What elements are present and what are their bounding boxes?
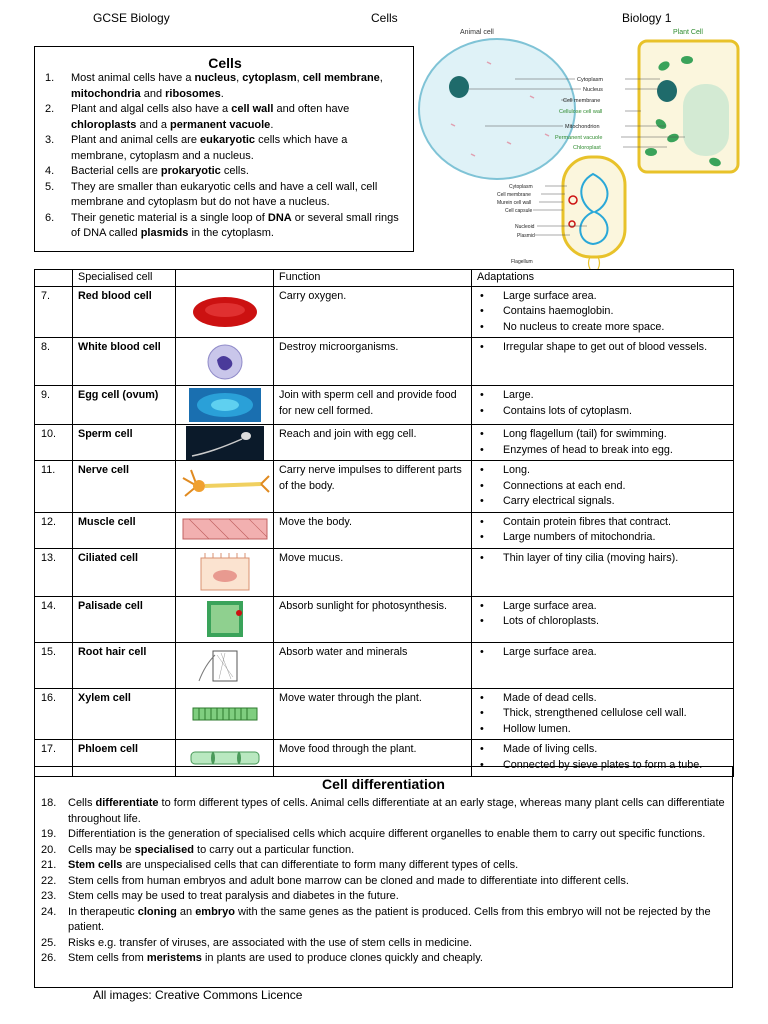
item-text xyxy=(68,936,726,952)
key-term: mitochondria xyxy=(71,87,141,100)
item-number: 26. xyxy=(41,952,57,964)
key-term: embryo xyxy=(195,905,235,918)
adaptation-text: Contains haemoglobin. xyxy=(503,305,614,317)
table-row xyxy=(35,548,734,596)
svg-text:Cytoplasm: Cytoplasm xyxy=(577,77,603,83)
item-text xyxy=(71,133,405,164)
cell-type-name: Red blood cell xyxy=(73,286,176,338)
plant-cell-title: Plant Cell xyxy=(673,29,703,36)
xylem-cell-icon xyxy=(176,688,274,740)
cells-summary-box xyxy=(34,46,414,252)
bullet-icon: • xyxy=(480,743,484,755)
adaptation-text: Large numbers of mitochondria. xyxy=(503,531,656,543)
bullet-icon: • xyxy=(480,464,484,476)
text-run: and xyxy=(140,87,166,100)
adaptation-text: Hollow lumen. xyxy=(503,722,571,735)
root-hair-cell-icon xyxy=(176,642,274,688)
sperm-cell-icon xyxy=(176,425,274,461)
text-run: Differentiation is the generation of specialised cells which acquire different organelles to enable them to carry out specific functions. xyxy=(68,828,706,840)
cell-type-name: Xylem cell xyxy=(73,688,176,740)
table-row xyxy=(35,386,734,425)
item-text xyxy=(71,164,405,180)
cell-type-name: Nerve cell xyxy=(73,461,176,513)
cell-adaptations xyxy=(472,461,734,513)
text-run: and often have xyxy=(273,103,350,115)
table-row xyxy=(35,425,734,461)
row-number: 13. xyxy=(35,548,73,596)
cell-type-name: White blood cell xyxy=(73,338,176,386)
cells-box-title: Cells xyxy=(208,55,242,71)
list-item xyxy=(45,164,405,180)
adaptation-text: Long flagellum (tail) for swimming. xyxy=(503,428,667,440)
key-term: differentiate xyxy=(95,797,159,809)
list-item xyxy=(41,796,726,827)
table-row xyxy=(35,512,734,548)
key-term: cell membrane xyxy=(302,72,380,84)
header-image xyxy=(176,270,274,287)
bullet-icon: • xyxy=(480,479,484,492)
item-number: 6. xyxy=(45,211,55,224)
cell-function: Move the body. xyxy=(274,512,472,548)
svg-text:Cellulose cell wall: Cellulose cell wall xyxy=(559,109,603,115)
table-row xyxy=(35,286,734,338)
text-run: to form different types of cells. Animal cells differentiate at an early stage, whereas many plant cells can differentiate throughout life. xyxy=(68,797,725,825)
list-item xyxy=(45,180,405,211)
key-term: cell wall xyxy=(231,103,274,115)
text-run: , xyxy=(379,72,383,84)
svg-text:Mitochondrion: Mitochondrion xyxy=(565,124,600,130)
key-term: specialised xyxy=(134,843,194,856)
cell-adaptations xyxy=(472,642,734,688)
bullet-icon: • xyxy=(480,691,484,704)
flagellum-icon xyxy=(589,257,600,269)
header-function: Function xyxy=(274,270,472,287)
cell-adaptations xyxy=(472,425,734,461)
text-run: with the same genes as the patient is produced. Cells from this embryo will not be rejected by the patient. xyxy=(68,905,711,933)
key-term: meristems xyxy=(146,952,202,964)
red-blood-cell-icon xyxy=(176,286,274,338)
cell-adaptations xyxy=(472,386,734,425)
bullet-icon: • xyxy=(480,443,484,456)
svg-text:Flagellum: Flagellum xyxy=(511,259,533,265)
bullet-icon: • xyxy=(480,645,484,658)
item-number: 1. xyxy=(45,72,55,84)
cell-function: Destroy microorganisms. xyxy=(274,338,472,386)
animal-cell-title: Animal cell xyxy=(460,29,494,36)
list-item xyxy=(41,889,726,905)
cells-point-list xyxy=(45,71,405,242)
adaptation-item xyxy=(477,530,728,546)
list-item xyxy=(41,936,726,952)
adaptation-text: Connections at each end. xyxy=(503,479,626,492)
text-run: Plant and algal cells also have a xyxy=(71,103,232,115)
text-run: In therapeutic xyxy=(68,905,138,918)
adaptation-item xyxy=(477,304,728,320)
adaptation-item xyxy=(477,706,728,722)
header-specialised-cell: Specialised cell xyxy=(73,270,176,287)
adaptation-item xyxy=(477,599,728,615)
item-number: 19. xyxy=(41,828,57,840)
bullet-icon: • xyxy=(480,615,484,627)
header-topic: Cells xyxy=(371,11,398,25)
adaptation-text: Connected by sieve plates to form a tube. xyxy=(503,758,703,771)
item-number: 3. xyxy=(45,134,55,146)
adaptation-item xyxy=(477,340,728,356)
list-item xyxy=(41,874,726,890)
list-item xyxy=(45,102,405,133)
cell-function: Move water through the plant. xyxy=(274,688,472,740)
cell-function: Reach and join with egg cell. xyxy=(274,425,472,461)
key-term: nucleus xyxy=(194,72,237,84)
table-row xyxy=(35,642,734,688)
adaptation-text: Thin layer of tiny cilia (moving hairs). xyxy=(503,551,679,564)
item-text xyxy=(68,905,726,936)
adaptation-item xyxy=(477,494,728,510)
bacterial-cell-icon xyxy=(563,157,625,257)
svg-text:Chloroplast: Chloroplast xyxy=(573,145,601,151)
bullet-icon: • xyxy=(480,305,484,317)
bullet-icon: • xyxy=(480,758,484,771)
egg-cell-icon xyxy=(176,386,274,425)
item-number: 24. xyxy=(41,905,57,918)
bullet-icon: • xyxy=(480,289,484,302)
adaptation-text: Irregular shape to get out of blood vessels. xyxy=(503,341,708,353)
item-text xyxy=(68,858,726,874)
bullet-icon: • xyxy=(480,341,484,353)
key-term: cytoplasm xyxy=(242,72,297,84)
header-unit: Biology 1 xyxy=(622,11,672,25)
adaptation-text: No nucleus to create more space. xyxy=(503,320,665,333)
image-licence-note: All images: Creative Commons Licence xyxy=(93,988,303,1002)
list-item xyxy=(41,827,726,843)
text-run: . xyxy=(270,118,274,131)
adaptation-text: Carry electrical signals. xyxy=(503,495,615,507)
svg-text:Plasmid: Plasmid xyxy=(517,233,535,239)
cell-function: Carry nerve impulses to different parts of the body. xyxy=(274,461,472,513)
list-item xyxy=(41,843,726,859)
bullet-icon: • xyxy=(480,599,484,612)
cell-type-name: Phloem cell xyxy=(73,740,176,777)
key-term: DNA xyxy=(267,211,292,224)
text-run: Stem cells may be used to treat paralysis and diabetes in the future. xyxy=(68,890,399,902)
text-run: Risks e.g. transfer of viruses, are associated with the use of stem cells in medicine. xyxy=(68,936,473,949)
item-number: 21. xyxy=(41,859,57,871)
bullet-icon: • xyxy=(480,531,484,543)
adaptation-text: Made of dead cells. xyxy=(503,691,597,704)
animal-nucleus-icon xyxy=(449,76,469,98)
vacuole-icon xyxy=(683,84,729,156)
svg-text:Cell capsule: Cell capsule xyxy=(505,208,533,214)
adaptation-item xyxy=(477,289,728,305)
item-number: 20. xyxy=(41,843,57,856)
text-run: Plant and animal cells are xyxy=(71,134,201,146)
adaptation-item xyxy=(477,551,728,567)
text-run: are unspecialised cells that can differentiate to form many different types of cells. xyxy=(122,859,519,871)
svg-text:Nucleus: Nucleus xyxy=(583,87,603,93)
bullet-icon: • xyxy=(480,495,484,507)
text-run: in plants are used to produce clones quickly and cheaply. xyxy=(201,952,483,964)
item-number: 5. xyxy=(45,180,55,193)
adaptation-text: Large. xyxy=(503,389,534,401)
cell-function: Move food through the plant. xyxy=(274,740,472,777)
text-run: Stem cells from xyxy=(68,952,147,964)
text-run: Most animal cells have a xyxy=(71,72,195,84)
adaptation-item xyxy=(477,443,728,459)
header-adaptations: Adaptations xyxy=(472,270,734,287)
bullet-icon: • xyxy=(480,320,484,333)
cell-adaptations xyxy=(472,512,734,548)
cell-type-name: Egg cell (ovum) xyxy=(73,386,176,425)
item-text xyxy=(71,102,405,133)
list-item xyxy=(45,71,405,102)
key-term: eukaryotic xyxy=(200,134,256,146)
key-term: Stem cells xyxy=(68,859,123,871)
key-term: cloning xyxy=(137,905,177,918)
text-run: an xyxy=(176,905,196,918)
adaptation-text: Contains lots of cytoplasm. xyxy=(503,404,633,417)
adaptation-text: Contain protein fibres that contract. xyxy=(503,515,672,528)
svg-text:Cell membrane: Cell membrane xyxy=(563,98,601,104)
key-term: prokaryotic xyxy=(160,165,221,177)
adaptation-item xyxy=(477,388,728,404)
bullet-icon: • xyxy=(480,551,484,564)
adaptation-text: Large surface area. xyxy=(503,599,597,612)
item-text xyxy=(71,211,405,242)
adaptation-item xyxy=(477,614,728,630)
bullet-icon: • xyxy=(480,428,484,440)
adaptation-item xyxy=(477,742,728,758)
adaptation-text: Enzymes of head to break into egg. xyxy=(503,443,673,456)
text-run: Cells may be xyxy=(68,843,135,856)
text-run: cells which have a membrane, cytoplasm and a nucleus. xyxy=(71,134,348,162)
table-row xyxy=(35,338,734,386)
adaptation-text: Thick, strengthened cellulose cell wall. xyxy=(503,707,687,719)
text-run: cells. xyxy=(220,165,249,177)
table-row xyxy=(35,461,734,513)
cell-structure-diagram xyxy=(415,24,745,270)
differentiation-point-list xyxy=(41,796,726,967)
text-run: Their genetic material is a single loop of xyxy=(71,211,268,224)
adaptation-item xyxy=(477,463,728,479)
row-number: 12. xyxy=(35,512,73,548)
white-blood-cell-icon xyxy=(176,338,274,386)
cell-differentiation-box xyxy=(34,766,733,988)
text-run: Bacterial cells are xyxy=(71,165,161,177)
text-run: in the cytoplasm. xyxy=(188,227,274,239)
row-number: 14. xyxy=(35,596,73,642)
key-term: ribosomes xyxy=(165,87,221,100)
specialised-cells-table xyxy=(34,269,734,777)
adaptation-item xyxy=(477,427,728,443)
item-number: 4. xyxy=(45,165,55,177)
item-text xyxy=(68,843,726,859)
item-text xyxy=(68,796,726,827)
item-text xyxy=(68,889,726,905)
cell-adaptations xyxy=(472,338,734,386)
list-item xyxy=(45,133,405,164)
list-item xyxy=(41,905,726,936)
nerve-cell-icon xyxy=(176,461,274,513)
table-row xyxy=(35,596,734,642)
item-number: 22. xyxy=(41,874,57,887)
text-run: , xyxy=(296,72,303,84)
text-run: and a xyxy=(136,118,171,131)
row-number: 15. xyxy=(35,642,73,688)
row-number: 16. xyxy=(35,688,73,740)
list-item xyxy=(41,951,726,967)
row-number: 7. xyxy=(35,286,73,338)
adaptation-text: Large surface area. xyxy=(503,289,597,302)
key-term: permanent vacuole xyxy=(170,118,271,131)
item-text xyxy=(68,827,726,843)
key-term: chloroplasts xyxy=(71,118,137,131)
text-run: Cells xyxy=(68,797,96,809)
list-item xyxy=(41,858,726,874)
cell-adaptations xyxy=(472,548,734,596)
cell-adaptations xyxy=(472,286,734,338)
item-text xyxy=(68,874,726,890)
cell-function: Absorb sunlight for photosynthesis. xyxy=(274,596,472,642)
palisade-cell-icon xyxy=(176,596,274,642)
animal-cell-icon xyxy=(419,39,575,179)
adaptation-text: Lots of chloroplasts. xyxy=(503,615,600,627)
cell-type-name: Sperm cell xyxy=(73,425,176,461)
item-text xyxy=(71,180,405,211)
svg-text:Cytoplasm: Cytoplasm xyxy=(509,184,533,190)
bullet-icon: • xyxy=(480,707,484,719)
text-run: Stem cells from human embryos and adult bone marrow can be cloned and made to differentiate into different cells. xyxy=(68,874,629,887)
text-run: . xyxy=(220,87,224,100)
key-term: plasmids xyxy=(140,227,189,239)
adaptation-item xyxy=(477,691,728,707)
cell-adaptations xyxy=(472,688,734,740)
bullet-icon: • xyxy=(480,722,484,735)
text-run: to carry out a particular function. xyxy=(193,843,355,856)
bullet-icon: • xyxy=(480,389,484,401)
cell-type-name: Muscle cell xyxy=(73,512,176,548)
item-number: 25. xyxy=(41,936,57,949)
adaptation-item xyxy=(477,320,728,336)
adaptation-item xyxy=(477,479,728,495)
differentiation-title: Cell differentiation xyxy=(322,776,445,792)
svg-text:Cell membrane: Cell membrane xyxy=(497,192,531,198)
cell-function: Join with sperm cell and provide food for new cell formed. xyxy=(274,386,472,425)
bullet-icon: • xyxy=(480,404,484,417)
cell-function: Absorb water and minerals xyxy=(274,642,472,688)
bullet-icon: • xyxy=(480,515,484,528)
cell-function: Carry oxygen. xyxy=(274,286,472,338)
adaptation-item xyxy=(477,645,728,661)
item-text xyxy=(68,951,726,967)
plant-nucleus-icon xyxy=(657,80,677,102)
cell-type-name: Palisade cell xyxy=(73,596,176,642)
cell-function: Move mucus. xyxy=(274,548,472,596)
header-subject: GCSE Biology xyxy=(93,11,170,25)
adaptation-item xyxy=(477,515,728,531)
text-run: , xyxy=(236,72,243,84)
svg-text:Nucleoid: Nucleoid xyxy=(515,224,535,230)
list-item xyxy=(45,211,405,242)
table-row xyxy=(35,688,734,740)
cell-type-name: Ciliated cell xyxy=(73,548,176,596)
row-number: 11. xyxy=(35,461,73,513)
item-text xyxy=(71,71,405,102)
text-run: They are smaller than eukaryotic cells and have a cell wall, cell membrane and cytoplasm but do not have a nucleus. xyxy=(71,180,378,208)
row-number: 10. xyxy=(35,425,73,461)
row-number: 17. xyxy=(35,740,73,777)
adaptation-item xyxy=(477,404,728,420)
table-header-row xyxy=(35,270,734,287)
adaptation-text: Made of living cells. xyxy=(503,743,598,755)
text-run: or several small rings of DNA called xyxy=(71,211,399,239)
svg-text:Murein cell wall: Murein cell wall xyxy=(497,200,532,206)
muscle-cell-icon xyxy=(176,512,274,548)
ciliated-cell-icon xyxy=(176,548,274,596)
cell-adaptations xyxy=(472,596,734,642)
svg-text:Permanent vacuole: Permanent vacuole xyxy=(555,135,603,141)
row-number: 8. xyxy=(35,338,73,386)
item-number: 18. xyxy=(41,797,57,809)
row-number: 9. xyxy=(35,386,73,425)
item-number: 2. xyxy=(45,103,55,115)
adaptation-text: Large surface area. xyxy=(503,645,597,658)
adaptation-text: Long. xyxy=(503,464,531,476)
adaptation-item xyxy=(477,722,728,738)
cell-type-name: Root hair cell xyxy=(73,642,176,688)
item-number: 23. xyxy=(41,890,57,902)
